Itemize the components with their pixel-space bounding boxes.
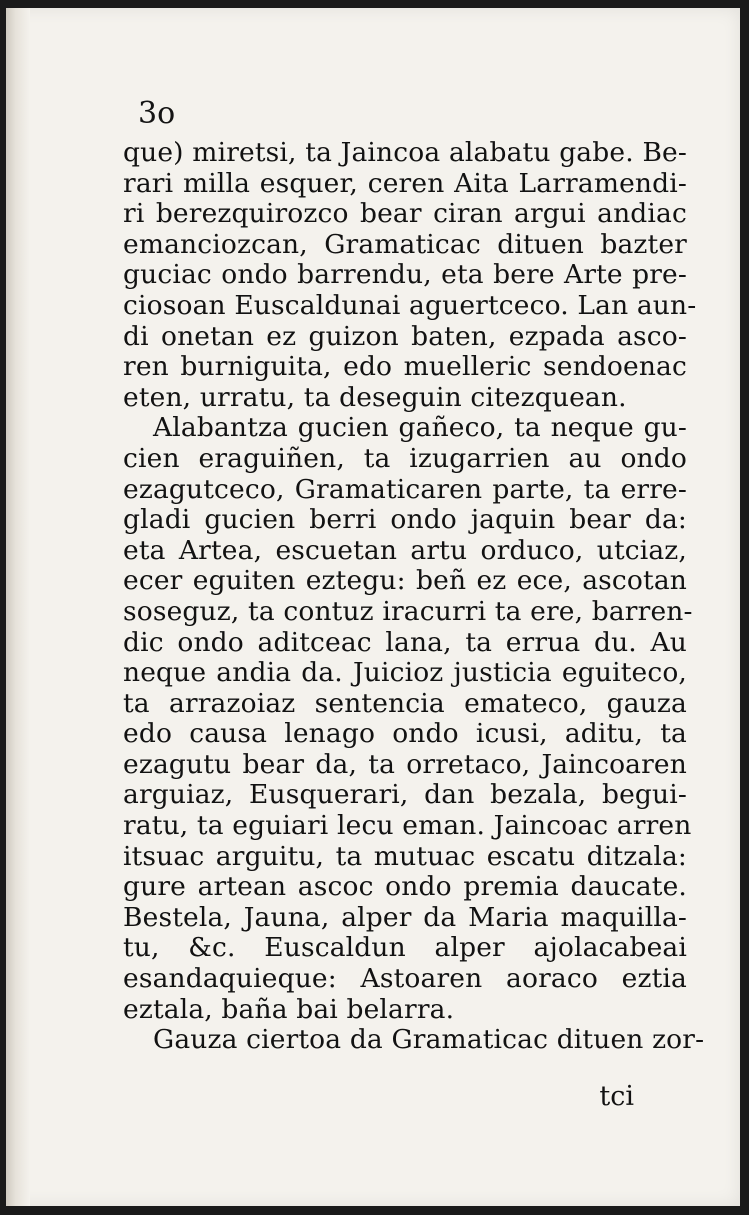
text-line: tu, &c. Euscaldun alper ajolacabeai: [123, 932, 687, 964]
body-text: [123, 137, 705, 1056]
text-line: eztala, baña bai belarra.: [123, 993, 455, 1025]
text-line: itsuac arguitu, ta mutuac escatu ditzala:: [123, 840, 687, 872]
text-line: ren burniguita, edo muelleric sendoenac: [123, 351, 687, 383]
catchword: tci: [599, 1081, 634, 1112]
text-line: gure artean ascoc ondo premia daucate.: [123, 871, 687, 903]
text-line: dic ondo aditceac lana, ta errua du. Au: [123, 626, 687, 658]
book-page: [6, 8, 740, 1206]
text-line: ratu, ta eguiari lecu eman. Jaincoac arren: [123, 810, 692, 842]
text-line: esandaquieque: Astoaren aoraco eztia: [123, 963, 687, 995]
text-line: gladi gucien berri ondo jaquin bear da:: [123, 504, 687, 536]
text-line: Alabantza gucien gañeco, ta neque gu-: [153, 412, 687, 444]
text-line: neque andia da. Juicioz justicia eguiteco,: [123, 657, 687, 689]
text-line: ri berezquirozco bear ciran argui andiac: [123, 198, 687, 230]
text-line: arguiaz, Eusquerari, dan bezala, begui-: [123, 779, 687, 811]
text-line: eta Artea, escuetan artu orduco, utciaz,: [123, 534, 687, 566]
text-line: ezagutceco, Gramaticaren parte, ta erre-: [123, 473, 687, 505]
text-line: rari milla esquer, ceren Aita Larramendi-: [123, 167, 687, 199]
text-line: ciosoan Euscaldunai aguertceco. Lan aun-: [123, 289, 697, 321]
text-line: Gauza ciertoa da Gramaticac dituen zor-: [153, 1024, 705, 1056]
text-line: ecer eguiten eztegu: beñ ez ece, ascotan: [123, 565, 687, 597]
page-gutter-shadow: [6, 8, 30, 1206]
text-line: emanciozcan, Gramaticac dituen bazter: [123, 228, 687, 260]
text-line: edo causa lenago ondo icusi, aditu, ta: [123, 718, 687, 750]
text-line: guciac ondo barrendu, eta bere Arte pre-: [123, 259, 687, 291]
text-line: que) miretsi, ta Jaincoa alabatu gabe. Be-: [123, 137, 687, 168]
text-line: cien eraguiñen, ta izugarrien au ondo: [123, 442, 687, 474]
text-line: di onetan ez guizon baten, ezpada asco-: [123, 320, 687, 352]
text-line: soseguz, ta contuz iracurri ta ere, barren-: [123, 595, 693, 627]
page-number: 3o: [138, 96, 176, 131]
text-line: Bestela, Jauna, alper da Maria maquilla-: [123, 901, 687, 933]
text-line: eten, urratu, ta deseguin citezquean.: [123, 381, 627, 413]
text-line: ezagutu bear da, ta orretaco, Jaincoaren: [123, 748, 687, 780]
text-line: ta arrazoiaz sentencia emateco, gauza: [123, 687, 687, 719]
